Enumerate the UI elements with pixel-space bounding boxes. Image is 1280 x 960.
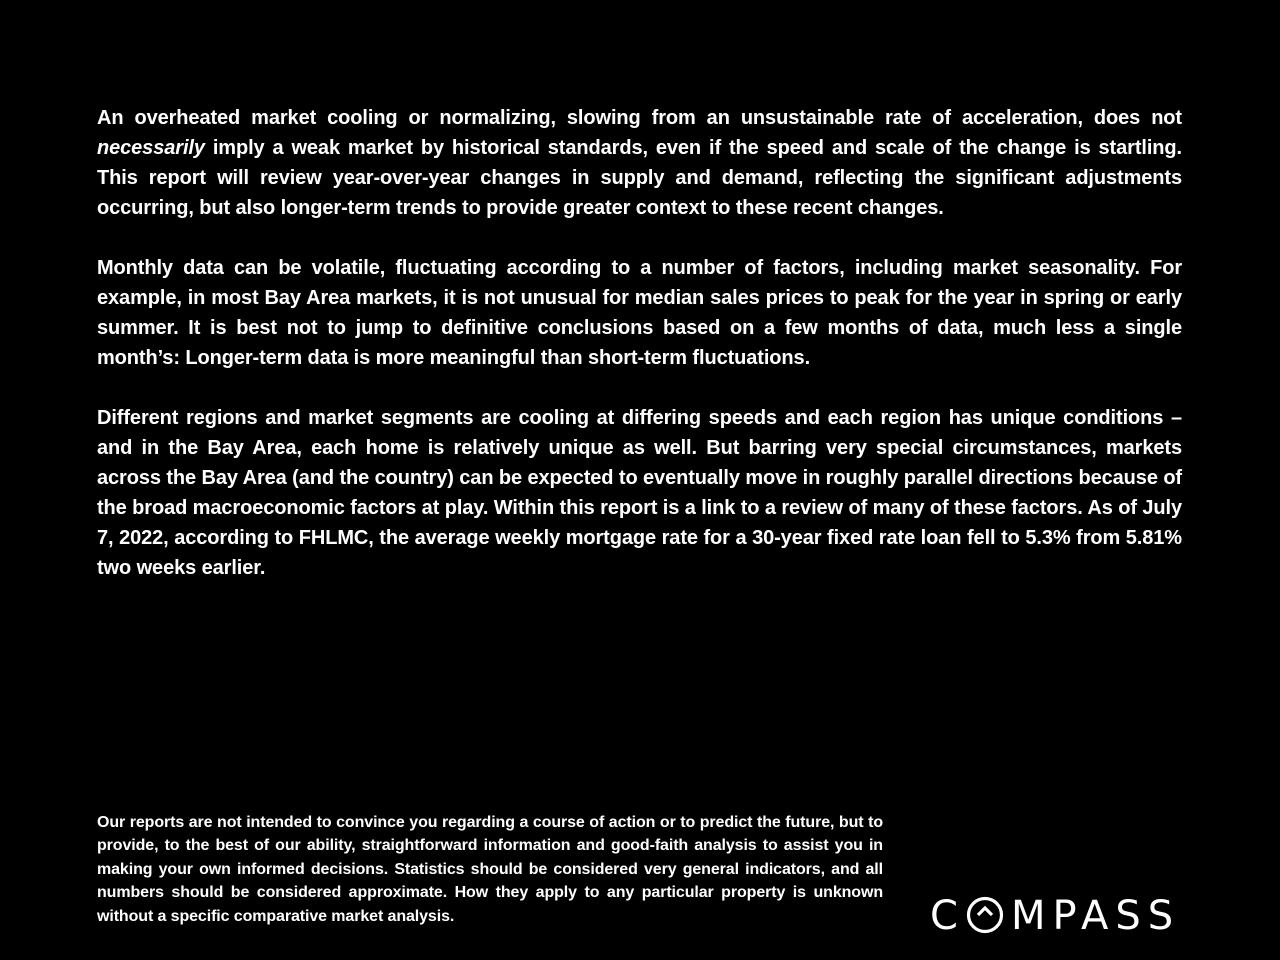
intro-paragraph-2: Monthly data can be volatile, fluctuating according to a number of factors, including market seasonality. For example, in most Bay Area markets, it is not unusual for median sales prices to peak for the year in spring or early summer. It is best not to jump to definitive conclusions based on a few months of data, much less a single month’s: Longer-term data is more meaningful than short-term fluctuations.	[97, 257, 1182, 369]
compass-o-icon	[965, 895, 1005, 935]
intro-paragraph-1-emphasis: necessarily	[97, 137, 205, 159]
disclaimer-text: Our reports are not intended to convince you regarding a course of action or to predict the future, but to provide, to the best of our ability, straightforward information and good-faith analysis to assist you in making your own informed decisions. Statistics should be considered very general indicators, and all numbers should be considered approximate. How they apply to any particular property is unknown without a specific comparative market analysis.	[97, 814, 883, 925]
compass-logo	[930, 893, 1200, 939]
intro-paragraph-1	[97, 103, 1182, 223]
compass-logo-rest: MPASS	[1010, 893, 1181, 939]
intro-paragraph-1-end: imply a weak market by historical standards, even if the speed and scale of the change is startling. This report will review year-over-year changes in supply and demand, reflecting the significant adjustments occurring, but also longer-term trends to provide greater context to these recent changes.	[97, 137, 1182, 219]
compass-logo-text	[930, 893, 1180, 939]
compass-logo-first-letter: C	[930, 893, 965, 939]
intro-paragraph-1-start: An overheated market cooling or normalizing, slowing from an unsustainable rate of acceleration, does not	[97, 107, 1182, 129]
intro-paragraph-3: Different regions and market segments are cooling at differing speeds and each region has unique conditions – and in the Bay Area, each home is relatively unique as well. But barring very special circumstances, markets across the Bay Area (and the country) can be expected to eventually move in roughly parallel directions because of the broad macroeconomic factors at play. Within this report is a link to a review of many of these factors. As of July 7, 2022, according to FHLMC, the average weekly mortgage rate for a 30-year fixed rate loan fell to 5.3% from 5.81% two weeks earlier.	[97, 407, 1182, 579]
report-intro	[97, 103, 1182, 613]
